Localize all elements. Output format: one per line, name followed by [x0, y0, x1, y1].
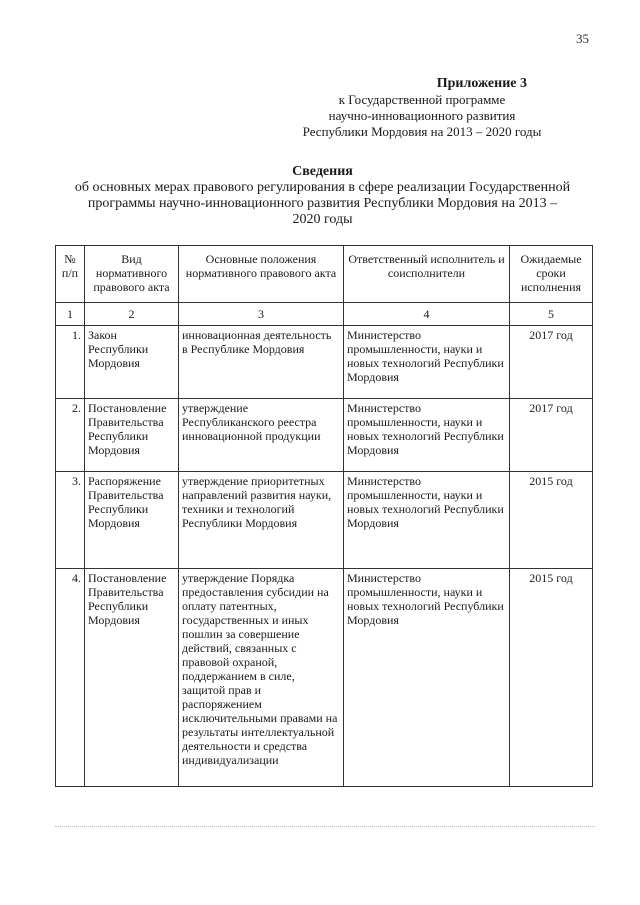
row-provisions: утверждение приоритетных направлений развития науки, техники и технологий Республики Мордовия: [179, 472, 344, 569]
page-number: 35: [576, 31, 589, 46]
table-row: [56, 326, 593, 399]
row-provisions: инновационная деятельность в Республике Мордовия: [179, 326, 344, 399]
title-line: программы научно-инновационного развития Республики Мордовия на 2013 –: [87, 196, 558, 211]
table-row: [56, 472, 593, 569]
measures-table: [55, 245, 593, 787]
column-number: 1: [56, 303, 85, 326]
row-number: 1.: [56, 326, 85, 399]
row-number: 2.: [56, 399, 85, 472]
row-executor: Министерство промышленности, науки и новых технологий Республики Мордовия: [344, 569, 510, 787]
appendix-header: [257, 76, 587, 140]
header-act-type: Вид нормативного правового акта: [85, 246, 179, 303]
column-number: 4: [344, 303, 510, 326]
row-executor: Министерство промышленности, науки и новых технологий Республики Мордовия: [344, 472, 510, 569]
document-title: [40, 164, 605, 228]
title-heading: Сведения: [292, 164, 353, 179]
row-term: 2015 год: [510, 569, 593, 787]
title-line: об основных мерах правового регулирования в сфере реализации Государственной: [74, 180, 571, 195]
row-executor: Министерство промышленности, науки и новых технологий Республики Мордовия: [344, 326, 510, 399]
row-number: 4.: [56, 569, 85, 787]
header-term: Ожидаемые сроки исполнения: [510, 246, 593, 303]
row-act-type: Постановление Правительства Республики Мордовия: [85, 399, 179, 472]
table-row: [56, 569, 593, 787]
table-header-row: [56, 246, 593, 303]
column-number: 3: [179, 303, 344, 326]
column-number: 5: [510, 303, 593, 326]
row-provisions: утверждение Порядка предоставления субсидии на оплату патентных, государственных и иных пошлин за совершение действий, связанных с правовой охраной, поддержанием в силе, защитой прав и распоряжением исключительными правами на результаты интеллектуальной деятельности и средства индивидуализации: [179, 569, 344, 787]
row-executor: Министерство промышленности, науки и новых технологий Республики Мордовия: [344, 399, 510, 472]
appendix-line: Республики Мордовия на 2013 – 2020 годы: [302, 124, 542, 139]
row-provisions: утверждение Республиканского реестра инновационной продукции: [179, 399, 344, 472]
scan-noise-line: [55, 826, 595, 828]
row-term: 2015 год: [510, 472, 593, 569]
appendix-title: Приложение 3: [436, 76, 527, 91]
header-provisions: Основные положения нормативного правового акта: [179, 246, 344, 303]
title-line: 2020 годы: [292, 212, 353, 227]
column-numbers-row: [56, 303, 593, 326]
row-act-type: Распоряжение Правительства Республики Мордовия: [85, 472, 179, 569]
row-act-type: Постановление Правительства Республики Мордовия: [85, 569, 179, 787]
row-term: 2017 год: [510, 326, 593, 399]
appendix-line: к Государственной программе: [338, 92, 506, 107]
column-number: 2: [85, 303, 179, 326]
header-executor: Ответственный исполнитель и соисполнители: [344, 246, 510, 303]
header-number: № п/п: [56, 246, 85, 303]
row-number: 3.: [56, 472, 85, 569]
appendix-line: научно-инновационного развития: [328, 108, 516, 123]
row-act-type: Закон Республики Мордовия: [85, 326, 179, 399]
table-row: [56, 399, 593, 472]
row-term: 2017 год: [510, 399, 593, 472]
